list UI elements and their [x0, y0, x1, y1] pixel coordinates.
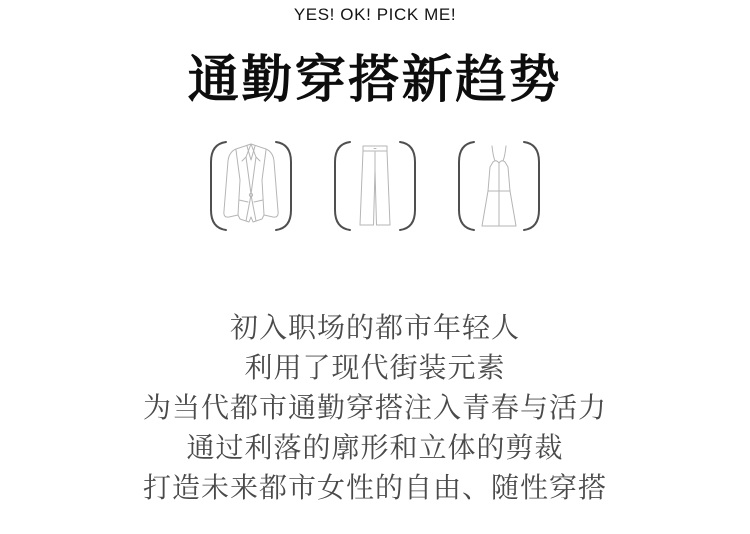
body-line: 通过利落的廓形和立体的剪裁: [186, 432, 564, 463]
right-bracket-icon: [400, 142, 415, 230]
garment-icons-row: [0, 138, 750, 234]
trousers-icon: [325, 138, 425, 234]
body-line: 利用了现代街装元素: [244, 352, 506, 383]
blazer-icon: [201, 138, 301, 234]
body-copy: [0, 308, 750, 508]
left-bracket-icon: [459, 142, 474, 230]
body-line: 为当代都市通勤穿搭注入青春与活力: [142, 392, 607, 423]
slip-dress-icon: [449, 138, 549, 234]
right-bracket-icon: [276, 142, 291, 230]
page-title: 通勤穿搭新趋势: [187, 51, 563, 108]
body-line: 打造未来都市女性的自由、随性穿搭: [142, 472, 607, 503]
left-bracket-icon: [211, 142, 226, 230]
body-line: 初入职场的都市年轻人: [229, 312, 520, 343]
tagline-text: YES! OK! PICK ME!: [293, 5, 457, 24]
left-bracket-icon: [335, 142, 350, 230]
right-bracket-icon: [524, 142, 539, 230]
